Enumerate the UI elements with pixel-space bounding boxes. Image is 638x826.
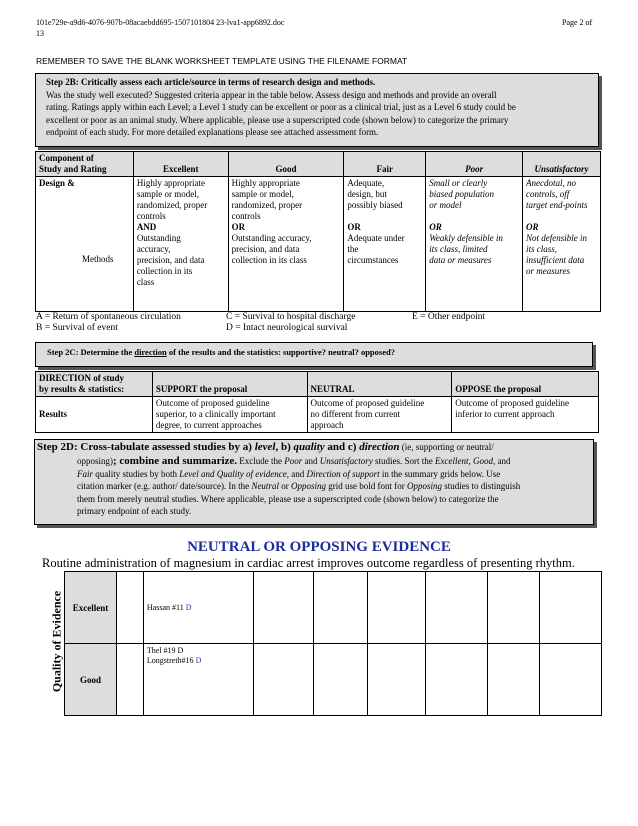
step2b-line: excellent or poor as an animal study. Where applicable, please use a superscripted code (shown below) to categorize the primary — [46, 114, 509, 125]
step2b-box — [35, 73, 599, 147]
step2c-box: Step 2C: Determine the direction of the results and the statistics: supportive? neutral? opposed? — [35, 342, 593, 367]
step2d-line: Fair quality studies by both Level and Quality of evidence, and Direction of support in the summary grids below. Use — [77, 468, 501, 479]
remember-note: REMEMBER TO SAVE THE BLANK WORKSHEET TEMPLATE USING THE FILENAME FORMAT — [36, 56, 408, 66]
code-d: D = Intact neurological survival — [226, 323, 348, 333]
excellent-criteria: Highly appropriate sample or model, randomized, proper controls AND Outstanding accuracy, precision, and data collection in its class — [133, 177, 228, 312]
step2d-line: citation marker (e.g. author/ date/source). In the Neutral or Opposing grid use bold font for Opposing studies to distinguish — [77, 481, 521, 491]
col-neutral: NEUTRAL — [307, 372, 452, 397]
col-poor: Poor — [426, 152, 523, 177]
code-a: A = Return of spontaneous circulation — [36, 312, 181, 322]
direction-table — [35, 371, 599, 433]
excellent-row-label: Excellent — [65, 572, 117, 644]
code-b: B = Survival of event — [36, 323, 118, 333]
unsatisfactory-criteria: Anecdotal, no controls, off target end-points OR Not defensible in its class, insufficient data or measures — [523, 177, 601, 312]
evidence-subtitle: Routine administration of magnesium in cardiac arrest improves outcome regardless of presenting rhythm. — [42, 556, 575, 570]
evidence-title: NEUTRAL OR OPPOSING EVIDENCE — [187, 539, 451, 555]
step2d-title: Step 2D: Cross-tabulate assessed studies by a) level, b) quality and c) direction (ie, supporting or neutral/ — [37, 441, 494, 453]
component-table — [35, 151, 601, 312]
methods-label: Methods — [82, 254, 114, 264]
step2b-line: Was the study well executed? Suggested criteria appear in the table below. Assess design and methods and provide an overall — [46, 89, 497, 100]
col-fair: Fair — [344, 152, 426, 177]
design-methods-cell: Design & Methods — [36, 177, 134, 312]
code-c: C = Survival to hospital discharge — [226, 312, 356, 322]
step2d-line: them from merely neutral studies. Where applicable, please use a superscripted code (shown below) to categorize the — [77, 493, 499, 504]
good-entries — [143, 644, 253, 716]
good-criteria: Highly appropriate sample or model, randomized, proper controls OR Outstanding accuracy, precision, and data collection in its class — [228, 177, 344, 312]
step2b-title: Step 2B: Critically assess each article/source in terms of research design and methods. — [46, 77, 376, 87]
quality-axis-label: Quality of Evidence — [49, 590, 64, 693]
step2d-line: primary endpoint of each study. — [77, 506, 192, 516]
step2d-line: opposing); combine and summarize. Exclude the Poor and Unsatisfactory studies. Sort the Excellent, Good, and — [77, 455, 511, 467]
step2d-box — [34, 439, 594, 525]
col-unsatisfactory: Unsatisfactory — [523, 152, 601, 177]
good-row-label: Good — [65, 644, 117, 716]
col-oppose: OPPOSE the proposal — [452, 372, 599, 397]
direction-header: DIRECTION of study by results & statistics: — [36, 372, 153, 397]
component-header: Component of Study and Rating — [36, 152, 134, 177]
evidence-grid — [64, 571, 602, 716]
doc-filename-cont: 13 — [36, 29, 44, 38]
direction-word: direction — [134, 347, 167, 357]
longstreth-entry: Longstreth#16 D — [146, 656, 202, 665]
col-support: SUPPORT the proposal — [152, 372, 307, 397]
oppose-text: Outcome of proposed guideline inferior to current approach — [452, 397, 599, 433]
poor-criteria: Small or clearly biased population or model OR Weakly defensible in its class, limited data or measures — [426, 177, 523, 312]
neutral-text: Outcome of proposed guideline no different from current approach — [307, 397, 452, 433]
thel-entry: Thel #19 D — [146, 646, 184, 655]
results-label: Results — [36, 397, 153, 433]
step2b-line: rating. Ratings apply within each Level; a Level 1 study can be excellent or poor as a clinical trial, just as a Level 6 study could be — [46, 102, 516, 112]
step2b-line: endpoint of each study. For more detailed explanations please see attached assessment form. — [46, 127, 379, 137]
page-number: Page 2 of — [562, 18, 593, 27]
code-e: E = Other endpoint — [412, 312, 486, 322]
support-text: Outcome of proposed guideline superior, to a clinically important degree, to current approaches — [152, 397, 307, 433]
fair-criteria: Adequate, design, but possibly biased OR Adequate under the circumstances — [344, 177, 426, 312]
col-excellent: Excellent — [133, 152, 228, 177]
col-good: Good — [228, 152, 344, 177]
hassan-entry: Hassan #11 D — [143, 572, 253, 644]
quality-axis — [50, 572, 64, 716]
doc-filename: 101e729e-a9d6-4076-907b-08acaebdd695-1507101804 23-lva1-app6892.doc — [36, 18, 285, 27]
